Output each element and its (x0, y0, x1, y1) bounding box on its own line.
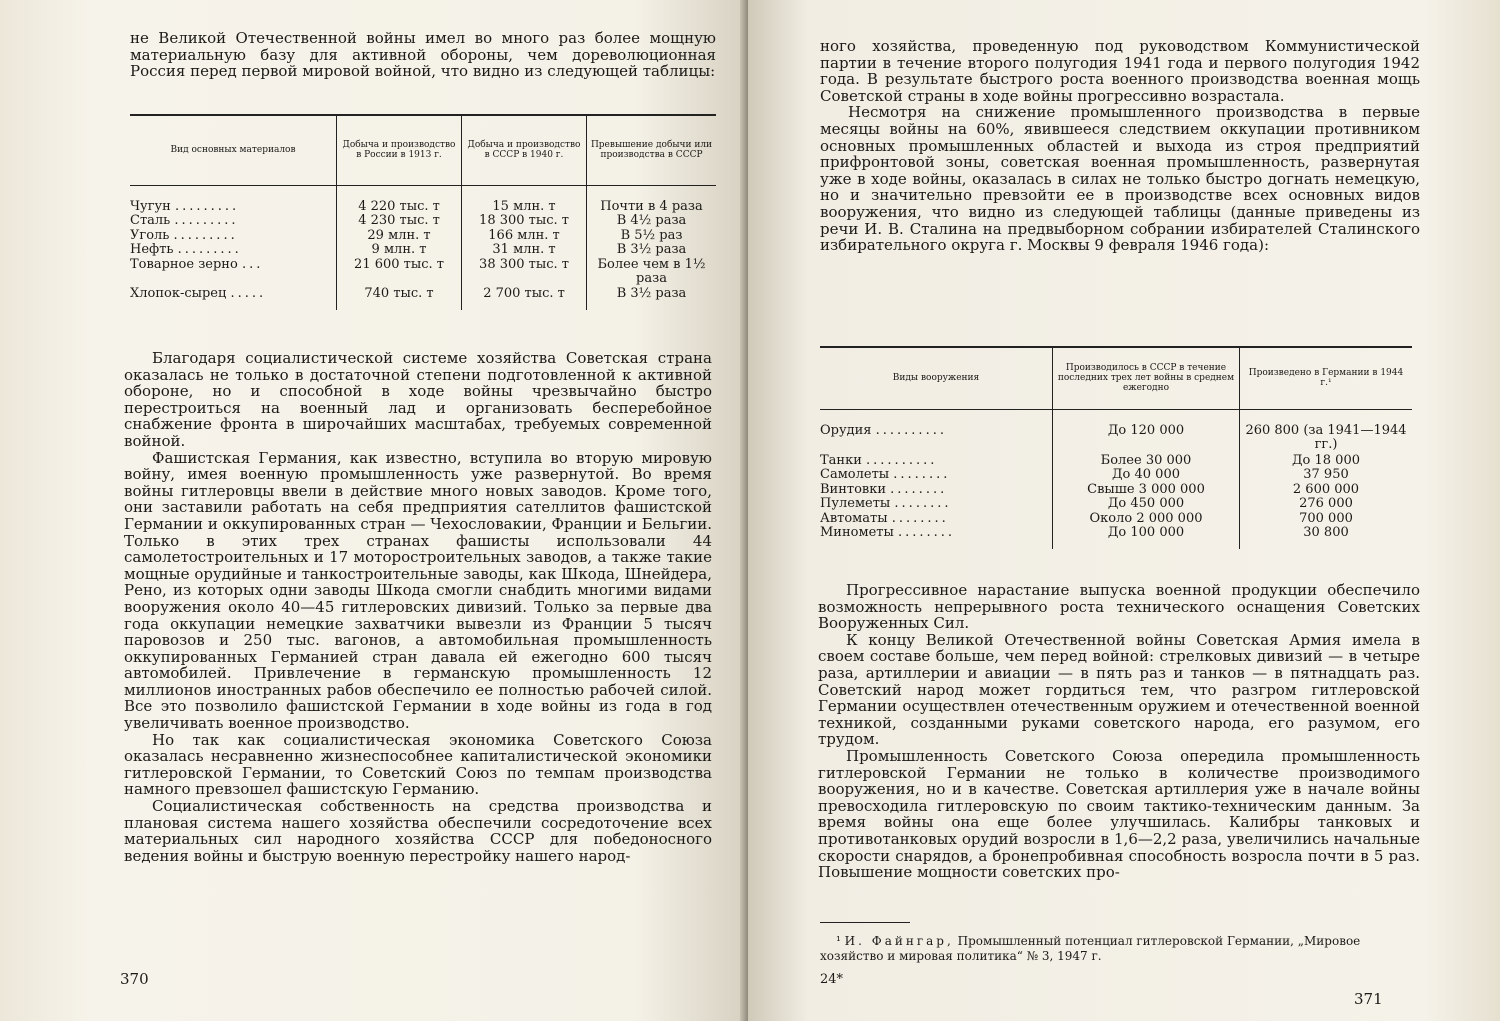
weapon-name: Минометы (820, 525, 894, 541)
right-paragraph-3: Прогрессивное нарастание выпуска военной продукции обеспечило возможность непрерывного роста технического оснащения Советских Вооруженных Сил. (818, 581, 1420, 633)
right-paragraph-5: Промышленность Советского Союза опередила промышленность гитлеровской Германии не только в количестве производимого вооружения, но и в качестве. Советская артиллерия уже в начале войны превосходила гитлеровскую по своим тактико-техническим данным. За время войны она еще более улучшилась. Калибры танковых и противотанковых орудий возросли в 1,6—2,2 раза, увеличились начальные скорости снарядов, а бронепробивная способность возросла почти в 5 раз. Повышение мощности советских про- (818, 746, 1420, 882)
weapon-name: Орудия (820, 422, 872, 438)
weapon-name: Винтовки (820, 481, 887, 497)
value-excess: В 3½ раза (587, 243, 717, 258)
material-name: Уголь (130, 227, 170, 243)
material-name: Чугун (130, 198, 171, 214)
right-paragraph-2: Несмотря на снижение промышленного производства в первые месяцы войны на 60%, явившееся следствием оккупации противником основных промышленных областей и выхода из строя предприятий прифронтовой зоны, советская военная промышленность, развернутая уже в ходе войны, оказалась в силах не только быстро догнать немецкую, но и значительно превзойти ее в производстве всех основных видов вооружения, что видно из следующей таблицы (данные приведены из речи И. В. Сталина на предвыборном собрании избирателей Сталинского избирательного округа г. Москвы 9 февраля 1946 года): (820, 103, 1420, 255)
value-excess: В 5½ раз (587, 229, 717, 244)
table-row: Пулеметы ........ До 450 000 276 000 (820, 497, 1412, 512)
weapons-table-wrap (820, 346, 1412, 549)
value-1913: 4 220 тыс. т (337, 200, 462, 215)
left-paragraph-5: Социалистическая собственность на средства производства и плановая система нашего хозяйства обеспечили сосредоточение всех материальных сил народного хозяйства СССР для победоносного ведения войны и быструю военную перестройку нашего народ- (124, 797, 712, 865)
value-1940: 2 700 тыс. т (462, 287, 587, 310)
value-ussr: До 40 000 (1053, 468, 1240, 483)
table-row: Нефть ......... 9 млн. т 31 млн. т В 3½ раза (130, 243, 716, 258)
value-excess: В 3½ раза (587, 287, 717, 310)
left-paragraph-3: Фашистская Германия, как известно, вступила во вторую мировую войну, имея военную промышленность уже развернутой. Во время войны гитлеровцы ввели в действие много новых заводов. Кроме того, они заставили работать на себя предприятия сателлитов фашистской Германии и оккупированных стран — Чехословакии, Франции и Бельгии. Только в этих трех странах фашисты использовали 44 самолетостроительных и 17 моторостроительных заводов, а также такие мощные орудийные и танкостроительные заводы, как Шкода, Шнейдера, Рено, из которых одни заводы Шкода смогли снабдить многими видами вооружения около 40—45 гитлеровских дивизий. Только за первые два года оккупации немецкие захватчики вывезли из Франции 5 тысяч паровозов и 250 тыс. вагонов, а автомобильная промышленность оккупированных Германией стран давала ей ежегодно 600 тысяч автомобилей. Привлечение в германскую промышленность 12 миллионов иностранных рабов обеспечило ее полностью рабочей силой. Все это позволило фашистской Германии в ходе войны из года в год увеличивать военное производство. (124, 448, 712, 733)
weapons-col-header: Виды вооружения (892, 373, 980, 384)
table-row: Уголь ......... 29 млн. т 166 млн. т В 5½ раз (130, 229, 716, 244)
table-row: Хлопок-сырец ..... 740 тыс. т 2 700 тыс. т В 3½ раза (130, 287, 716, 310)
value-ussr: Около 2 000 000 (1053, 512, 1240, 527)
signature-mark: 24* (820, 972, 844, 987)
value-excess: Более чем в 1½ раза (587, 258, 717, 287)
value-1940: 31 млн. т (462, 243, 587, 258)
table-row: Орудия .......... До 120 000 260 800 (за 1941—1944 гг.) (820, 424, 1412, 454)
left-text-body (124, 350, 712, 864)
value-ussr: Свыше 3 000 000 (1053, 483, 1240, 498)
right-text-body (818, 582, 1420, 881)
table-row: Танки .......... Более 30 000 До 18 000 (820, 454, 1412, 469)
weapon-name: Автоматы (820, 510, 888, 526)
left-page (0, 0, 748, 1021)
value-ussr: До 450 000 (1053, 497, 1240, 512)
left-paragraph-1: не Великой Отечественной войны имел во много раз более мощную материальную базу для активной обороны, чем дореволюционная Россия перед первой мировой войной, что видно из следующей таблицы: (130, 29, 716, 81)
value-1913: 740 тыс. т (337, 287, 462, 310)
right-text-top (820, 38, 1420, 254)
value-germany: 260 800 (за 1941—1944 гг.) (1240, 424, 1413, 454)
value-germany: 2 600 000 (1240, 483, 1413, 498)
value-germany: 700 000 (1240, 512, 1413, 527)
value-1940: 18 300 тыс. т (462, 214, 587, 229)
value-1913: 21 600 тыс. т (337, 258, 462, 287)
value-excess: Почти в 4 раза (587, 200, 717, 215)
materials-col-header: Вид основных материалов (170, 145, 296, 156)
material-name: Нефть (130, 242, 174, 258)
table-row: Минометы ........ До 100 000 30 800 (820, 526, 1412, 549)
value-excess: В 4½ раза (587, 214, 717, 229)
right-page (748, 0, 1500, 1021)
footnote-mark: ¹ (836, 934, 841, 948)
value-germany: 37 950 (1240, 468, 1413, 483)
table-row: Автоматы ........ Около 2 000 000 700 000 (820, 512, 1412, 527)
footnote-text: Промышленный потенциал гитлеровской Германии, „Мировое хозяйство и мировая политика“ № 3, 1947 г. (820, 934, 1361, 963)
weapon-name: Пулеметы (820, 496, 891, 512)
right-paragraph-1: ного хозяйства, проведенную под руководством Коммунистической партии в течение второго полугодия 1941 года и первого полугодия 1942 года. В результате быстрого роста военного производства военная мощь Советской страны в ходе войны прогрессивно возрастала. (820, 37, 1420, 105)
table-row: Винтовки ........ Свыше 3 000 000 2 600 000 (820, 483, 1412, 498)
materials-1940-header: Добыча и производство в СССР в 1940 г. (462, 115, 587, 185)
value-1940: 166 млн. т (462, 229, 587, 244)
material-name: Сталь (130, 213, 171, 229)
value-1913: 29 млн. т (337, 229, 462, 244)
value-1913: 4 230 тыс. т (337, 214, 462, 229)
footnote-author: И. Файнгар, (844, 934, 954, 948)
weapons-ussr-header: Производилось в СССР в течение последних трех лет войны в среднем ежегодно (1053, 347, 1240, 409)
materials-excess-header: Превышение добычи или производства в СССР (587, 115, 717, 185)
table-row: Чугун ......... 4 220 тыс. т 15 млн. т Почти в 4 раза (130, 200, 716, 215)
value-ussr: До 100 000 (1053, 526, 1240, 549)
left-paragraph-4: Но так как социалистическая экономика Советского Союза оказалась несравненно жизнеспособнее капиталистической экономики гитлеровской Германии, то Советский Союз по темпам производства намного превзошел фашистскую Германию. (124, 730, 712, 799)
materials-table (130, 114, 716, 310)
value-ussr: До 120 000 (1053, 424, 1240, 454)
footnote-rule (820, 922, 910, 923)
material-name: Хлопок-сырец (130, 286, 227, 302)
table-row: Самолеты ........ До 40 000 37 950 (820, 468, 1412, 483)
left-text-top (130, 30, 716, 80)
value-1940: 15 млн. т (462, 200, 587, 215)
value-germany: 276 000 (1240, 497, 1413, 512)
materials-1913-header: Добыча и производство в России в 1913 г. (337, 115, 462, 185)
value-1940: 38 300 тыс. т (462, 258, 587, 287)
right-paragraph-4: К концу Великой Отечественной войны Советская Армия имела в своем составе больше, чем перед войной: стрелковых дивизий — в четыре раза, артиллерии и авиации — в пять раз и танков — в пятнадцать раз. Советский народ может гордиться тем, что разгром гитлеровской Германии осуществлен отечественным оружием и отечественной военной техникой, созданными руками советского народа, его разумом, его трудом. (818, 630, 1420, 749)
materials-table-wrap (130, 114, 716, 310)
weapon-name: Самолеты (820, 467, 890, 483)
left-paragraph-2: Благодаря социалистической системе хозяйства Советская страна оказалась не только в достаточной степени подготовленной к активной обороне, но и способной в ходе войны чрезвычайно быстро перестроиться на военный лад и организовать бесперебойное снабжение фронта в широчайших масштабах, требуемых современной войной. (124, 349, 712, 450)
weapons-germany-header: Произведено в Германии в 1944 г.¹ (1240, 347, 1413, 409)
weapon-name: Танки (820, 452, 862, 468)
value-germany: До 18 000 (1240, 454, 1413, 469)
value-ussr: Более 30 000 (1053, 454, 1240, 469)
value-germany: 30 800 (1240, 526, 1413, 549)
footnote (820, 934, 1420, 964)
table-row: Сталь ......... 4 230 тыс. т 18 300 тыс. т В 4½ раза (130, 214, 716, 229)
left-page-number: 370 (120, 970, 149, 988)
weapons-table (820, 346, 1412, 549)
value-1913: 9 млн. т (337, 243, 462, 258)
right-page-number: 371 (1354, 990, 1383, 1008)
material-name: Товарное зерно (130, 256, 238, 272)
table-row: Товарное зерно ... 21 600 тыс. т 38 300 тыс. т Более чем в 1½ раза (130, 258, 716, 287)
